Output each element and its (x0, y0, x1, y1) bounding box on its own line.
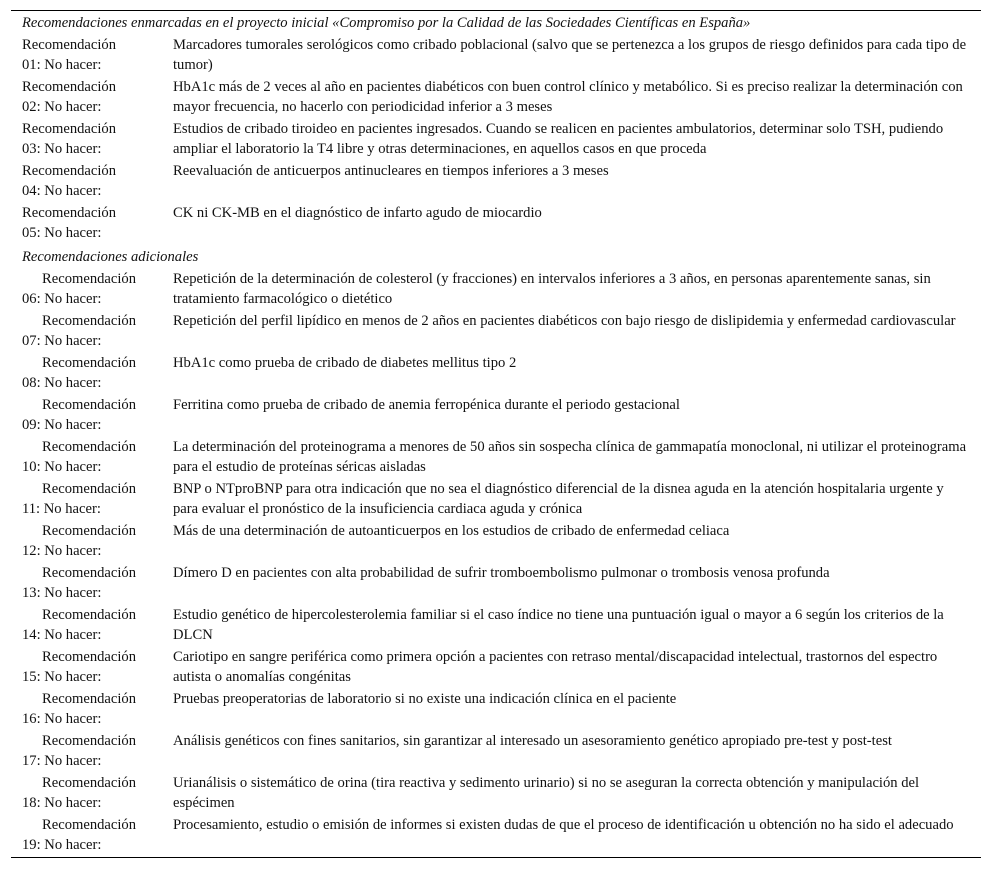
recommendation-row (11, 395, 981, 437)
recommendation-row (11, 353, 981, 395)
recommendation-label-number: 13: No hacer: (22, 585, 102, 601)
recommendation-label-number: 11: No hacer: (22, 501, 101, 517)
recommendation-text: Ferritina como prueba de cribado de anemia ferropénica durante el periodo gestacional (173, 397, 680, 413)
recommendation-row (11, 77, 981, 119)
recommendation-row (11, 203, 981, 245)
recommendation-text: Dímero D en pacientes con alta probabilidad de sufrir tromboembolismo pulmonar o trombosis venosa profunda (173, 565, 830, 581)
recommendation-label-word: Recomendación (42, 313, 137, 329)
recommendation-row (11, 689, 981, 731)
recommendation-label (11, 269, 173, 311)
recommendation-label-word: Recomendación (42, 649, 137, 665)
recommendation-label (11, 203, 173, 245)
recommendation-label (11, 773, 173, 815)
recommendation-label-word: Recomendación (42, 271, 137, 287)
recommendation-label (11, 161, 173, 203)
recommendation-row (11, 773, 981, 815)
recommendation-label (11, 353, 173, 395)
recommendation-text: Análisis genéticos con fines sanitarios, sin garantizar al interesado un asesoramiento genético apropiado pre-test y post-test (173, 733, 892, 749)
recommendation-label (11, 521, 173, 563)
recommendation-label (11, 479, 173, 521)
recommendation-text: HbA1c como prueba de cribado de diabetes mellitus tipo 2 (173, 355, 517, 371)
recommendation-text: Cariotipo en sangre periférica como primera opción a pacientes con retraso mental/discapacidad intelectual, trastornos del espectro autista o anomalías congénitas (173, 649, 938, 685)
recommendation-text: HbA1c más de 2 veces al año en pacientes diabéticos con buen control clínico y metabólico. Si es preciso realizar la determinación con mayor frecuencia, no hacerlo con periodicidad inferior a 3 meses (173, 79, 963, 115)
recommendation-label-number: 01: No hacer: (22, 57, 102, 73)
recommendation-label-number: 12: No hacer: (22, 543, 102, 559)
recommendation-text: Urianálisis o sistemático de orina (tira reactiva y sedimento urinario) si no se aseguran la correcta obtención y manipulación del espécimen (173, 775, 920, 811)
recommendation-label-word: Recomendación (42, 439, 137, 455)
recommendation-label-word: Recomendación (42, 397, 137, 413)
recommendation-label-number: 09: No hacer: (22, 417, 102, 433)
recommendation-label-number: 08: No hacer: (22, 375, 102, 391)
recommendation-text: Repetición del perfil lipídico en menos de 2 años en pacientes diabéticos con bajo riesgo de dislipidemia y enfermedad cardiovascular (173, 313, 956, 329)
recommendation-label-word: Recomendación (42, 481, 137, 497)
recommendation-text: Reevaluación de anticuerpos antinucleares en tiempos inferiores a 3 meses (173, 163, 609, 179)
recommendation-label-number: 15: No hacer: (22, 669, 102, 685)
recommendation-label-word: Recomendación (42, 817, 137, 833)
recommendation-label-number: 19: No hacer: (22, 837, 102, 853)
recommendation-label-number: 07: No hacer: (22, 333, 102, 349)
recommendation-label (11, 731, 173, 773)
recommendation-row (11, 119, 981, 161)
recommendation-label (11, 647, 173, 689)
recommendation-label-number: 10: No hacer: (22, 459, 102, 475)
recommendation-label-word: Recomendación (22, 205, 117, 221)
section-header-additional (11, 245, 981, 269)
recommendation-text: CK ni CK-MB en el diagnóstico de infarto agudo de miocardio (173, 205, 542, 221)
recommendation-row (11, 731, 981, 773)
section-header-initial (11, 11, 981, 36)
recommendation-label (11, 119, 173, 161)
recommendation-label (11, 563, 173, 605)
recommendation-label (11, 605, 173, 647)
section-title-initial: Recomendaciones enmarcadas en el proyecto inicial «Compromiso por la Calidad de las Sociedades Científicas en España» (22, 15, 751, 31)
recommendation-label-word: Recomendación (42, 733, 137, 749)
recommendation-label (11, 311, 173, 353)
recommendation-text: Más de una determinación de autoanticuerpos en los estudios de cribado de enfermedad celiaca (173, 523, 730, 539)
recommendation-label (11, 437, 173, 479)
recommendation-label-number: 16: No hacer: (22, 711, 102, 727)
recommendation-row (11, 161, 981, 203)
recommendation-row (11, 647, 981, 689)
recommendation-label-number: 05: No hacer: (22, 225, 102, 241)
recommendation-text: Marcadores tumorales serológicos como cribado poblacional (salvo que se pertenezca a los grupos de riesgo definidos para cada tipo de tumor) (173, 37, 967, 73)
recommendation-label (11, 77, 173, 119)
recommendation-text: Estudio genético de hipercolesterolemia familiar si el caso índice no tiene una puntuación igual o mayor a 6 según los criterios de la DLCN (173, 607, 944, 643)
recommendation-label-number: 06: No hacer: (22, 291, 102, 307)
recommendation-text: BNP o NTproBNP para otra indicación que no sea el diagnóstico diferencial de la disnea aguda en la atención hospitalaria urgente y para evaluar el pronóstico de la insuficiencia cardiaca aguda y crónica (173, 481, 944, 517)
recommendation-label-word: Recomendación (22, 79, 117, 95)
recommendation-label-number: 17: No hacer: (22, 753, 102, 769)
section-title-additional: Recomendaciones adicionales (22, 249, 199, 265)
recommendation-text: Procesamiento, estudio o emisión de informes si existen dudas de que el proceso de identificación u obtención no ha sido el adecuado (173, 817, 954, 833)
recommendation-row (11, 815, 981, 858)
recommendation-row (11, 521, 981, 563)
recommendation-label-number: 03: No hacer: (22, 141, 102, 157)
recommendation-row (11, 605, 981, 647)
recommendation-label-number: 02: No hacer: (22, 99, 102, 115)
recommendation-label (11, 689, 173, 731)
recommendation-row (11, 479, 981, 521)
recommendation-label (11, 395, 173, 437)
recommendations-table (11, 10, 981, 858)
recommendation-label-word: Recomendación (42, 355, 137, 371)
recommendation-text: Estudios de cribado tiroideo en pacientes ingresados. Cuando se realicen en pacientes ambulatorios, determinar solo TSH, pudiendo ampliar el laboratorio la T4 libre y otras determinaciones, en aquellos casos en que proceda (173, 121, 944, 157)
recommendation-row (11, 563, 981, 605)
recommendation-row (11, 311, 981, 353)
recommendation-text: Repetición de la determinación de colesterol (y fracciones) en intervalos inferiores a 3 años, en personas aparentemente sanas, sin tratamiento farmacológico o dietético (173, 271, 931, 307)
recommendation-label-word: Recomendación (42, 607, 137, 623)
recommendation-label-word: Recomendación (42, 691, 137, 707)
recommendation-label-number: 18: No hacer: (22, 795, 102, 811)
recommendation-label (11, 35, 173, 77)
recommendation-label-word: Recomendación (22, 37, 117, 53)
recommendation-label-word: Recomendación (42, 523, 137, 539)
recommendation-label-word: Recomendación (22, 121, 117, 137)
recommendation-label-word: Recomendación (42, 775, 137, 791)
recommendation-row (11, 35, 981, 77)
recommendation-label-number: 14: No hacer: (22, 627, 102, 643)
recommendation-row (11, 437, 981, 479)
recommendation-label-word: Recomendación (22, 163, 117, 179)
recommendation-text: Pruebas preoperatorias de laboratorio si no existe una indicación clínica en el paciente (173, 691, 677, 707)
recommendation-row (11, 269, 981, 311)
recommendation-label-word: Recomendación (42, 565, 137, 581)
recommendation-text: La determinación del proteinograma a menores de 50 años sin sospecha clínica de gammapatía monoclonal, ni utilizar el proteinograma para el estudio de proteínas séricas aisladas (173, 439, 967, 475)
recommendation-label-number: 04: No hacer: (22, 183, 102, 199)
recommendation-label (11, 815, 173, 858)
recommendations-table-body (11, 11, 981, 858)
